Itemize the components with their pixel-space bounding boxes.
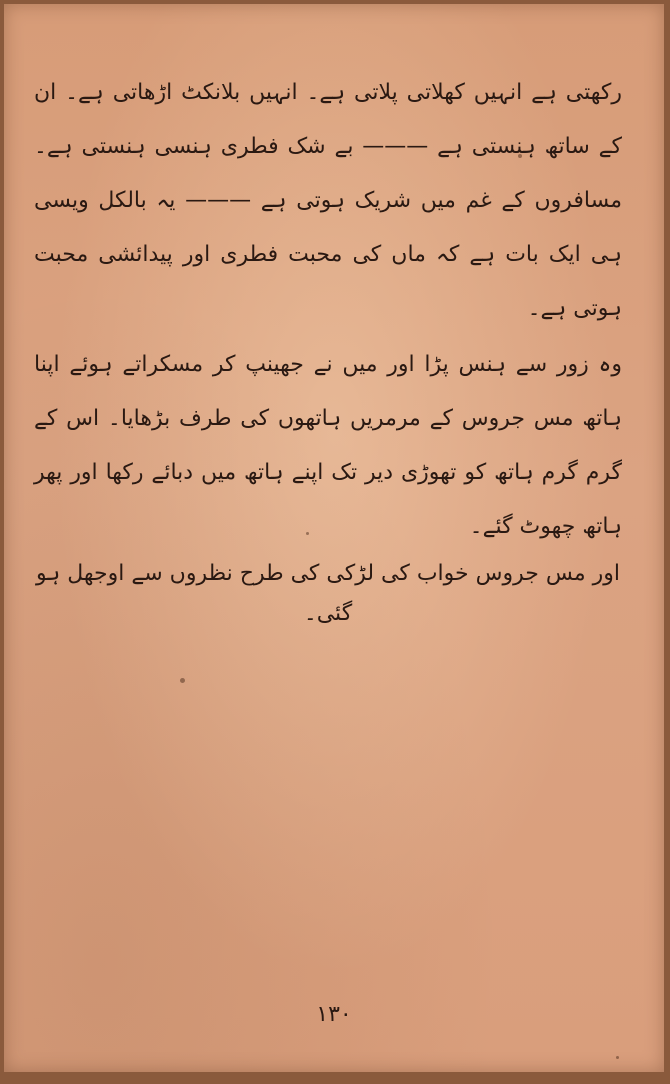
paper-speck xyxy=(306,532,309,535)
paper-speck xyxy=(518,154,522,158)
paragraph-3: اور مس جروس خواب کی لڑکی کی طرح نظروں سے اوجھل ہو گئی۔ xyxy=(35,561,621,626)
page-number: ۱۳۰ xyxy=(316,1002,352,1027)
book-page xyxy=(4,4,664,1072)
paper-speck xyxy=(616,1056,619,1059)
paper-speck xyxy=(180,678,185,683)
page-body-text xyxy=(34,66,622,634)
paragraph-1: رکھتی ہے انہیں کھلاتی پلاتی ہے۔ انہیں بلانکٹ اڑھاتی ہے۔ ان کے ساتھ ہنستی ہے ——— بے شک فطری ہنسی ہنستی ہے۔ مسافروں کے غم میں شریک ہوتی ہے ——— یہ بالکل ویسی ہی ایک بات ہے کہ ماں کی محبت فطری اور پیدائشی محبت ہوتی ہے۔ xyxy=(34,80,622,321)
paragraph-2: وہ زور سے ہنس پڑا اور میں نے جھینپ کر مسکراتے ہوئے اپنا ہاتھ مس جروس کے مرمریں ہاتھوں کی طرف بڑھایا۔ اس کے گرم گرم ہاتھ کو تھوڑی دیر تک اپنے ہاتھ میں دبائے رکھا اور پھر ہاتھ چھوٹ گئے۔ xyxy=(34,352,622,539)
